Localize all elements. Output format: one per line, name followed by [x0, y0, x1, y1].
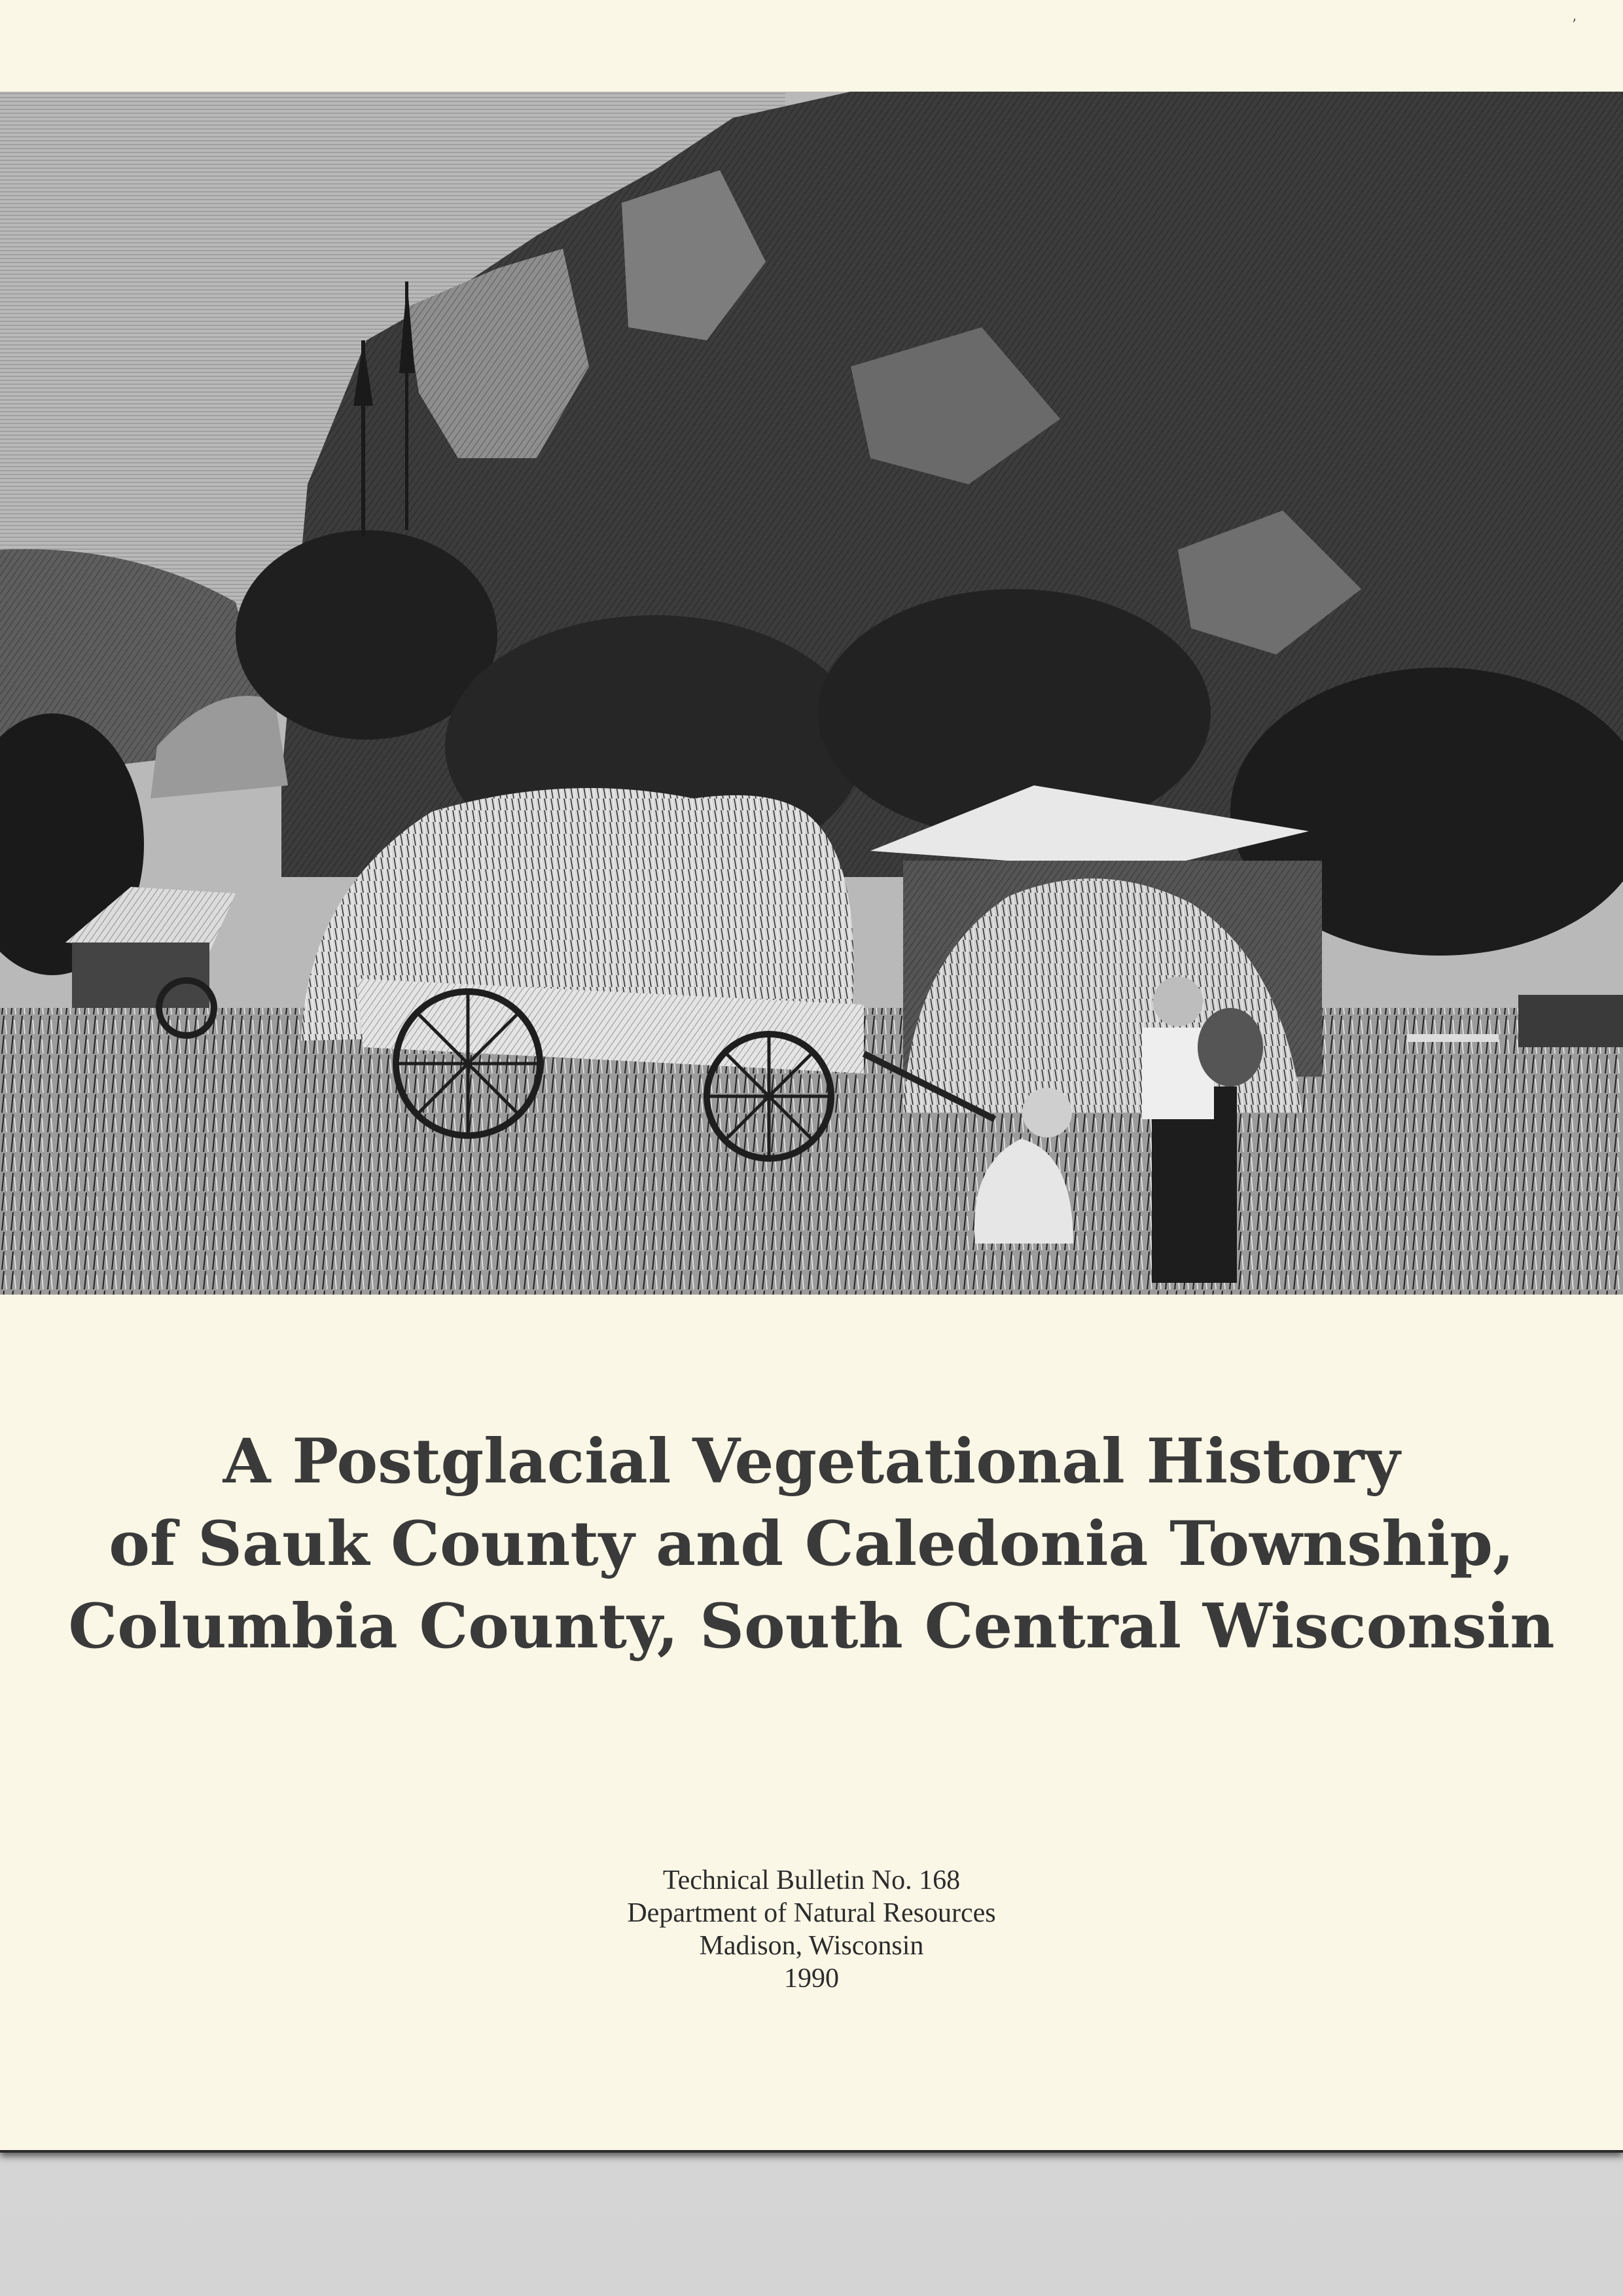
series-number: Technical Bulletin No. 168 — [662, 1865, 961, 1895]
title-line: Columbia County, South Central Wisconsin — [68, 1590, 1555, 1662]
publication-place: Madison, Wisconsin — [699, 1931, 924, 1961]
title-line: of Sauk County and Caledonia Township, — [109, 1508, 1514, 1580]
cover-illustration — [0, 92, 1623, 1295]
publisher-name: Department of Natural Resources — [627, 1898, 996, 1928]
publication-year: 1990 — [784, 1964, 839, 1994]
publication-imprint — [0, 1864, 1623, 1995]
bulletin-title — [0, 1420, 1623, 1668]
title-line: A Postglacial Vegetational History — [223, 1426, 1400, 1498]
corner-mark: ’ — [1572, 17, 1577, 33]
